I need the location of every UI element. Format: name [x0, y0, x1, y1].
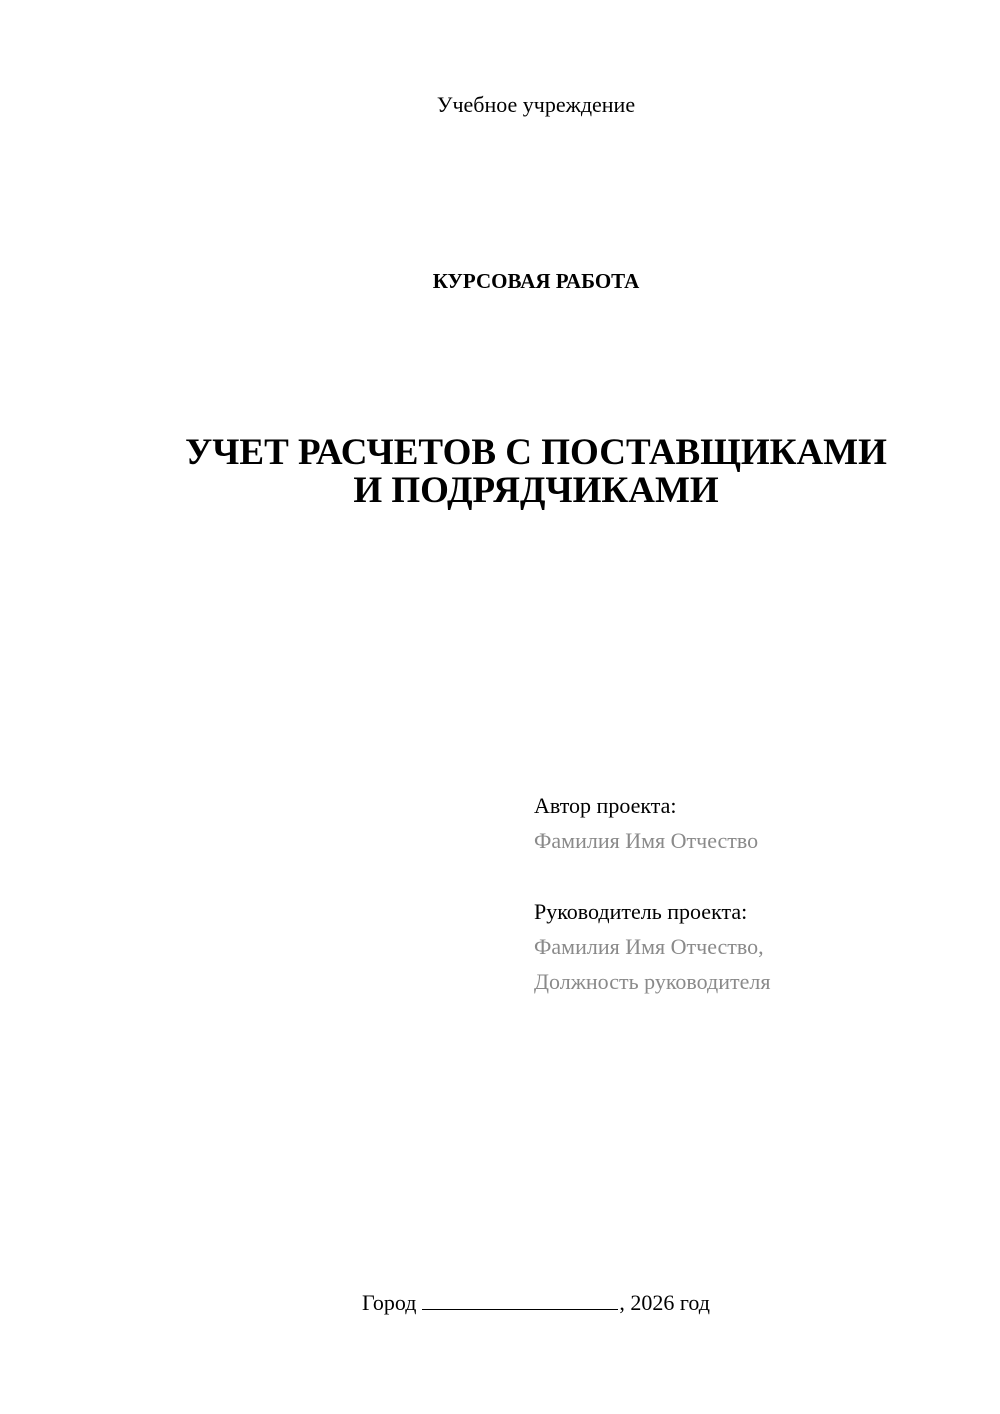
supervisor-position: Должность руководителя	[534, 969, 771, 994]
year-text: , 2026 год	[619, 1290, 710, 1315]
supervisor-block	[534, 894, 770, 999]
institution-name: Учебное учреждение	[436, 92, 636, 117]
supervisor-name: Фамилия Имя Отчество,	[534, 934, 764, 959]
city-year-line	[0, 1290, 1000, 1316]
author-label: Автор проекта:	[534, 793, 677, 818]
document-title-line-1: УЧЕТ РАСЧЕТОВ С ПОСТАВЩИКАМИ	[185, 432, 887, 473]
document-title-line-2: И ПОДРЯДЧИКАМИ	[353, 470, 719, 511]
document-title	[0, 434, 1000, 510]
city-blank-line	[422, 1291, 618, 1310]
city-label: Город	[362, 1290, 417, 1315]
supervisor-label: Руководитель проекта:	[534, 899, 748, 924]
author-block	[534, 788, 758, 858]
work-type-heading: КУРСОВАЯ РАБОТА	[432, 269, 640, 293]
author-name: Фамилия Имя Отчество	[534, 828, 759, 853]
